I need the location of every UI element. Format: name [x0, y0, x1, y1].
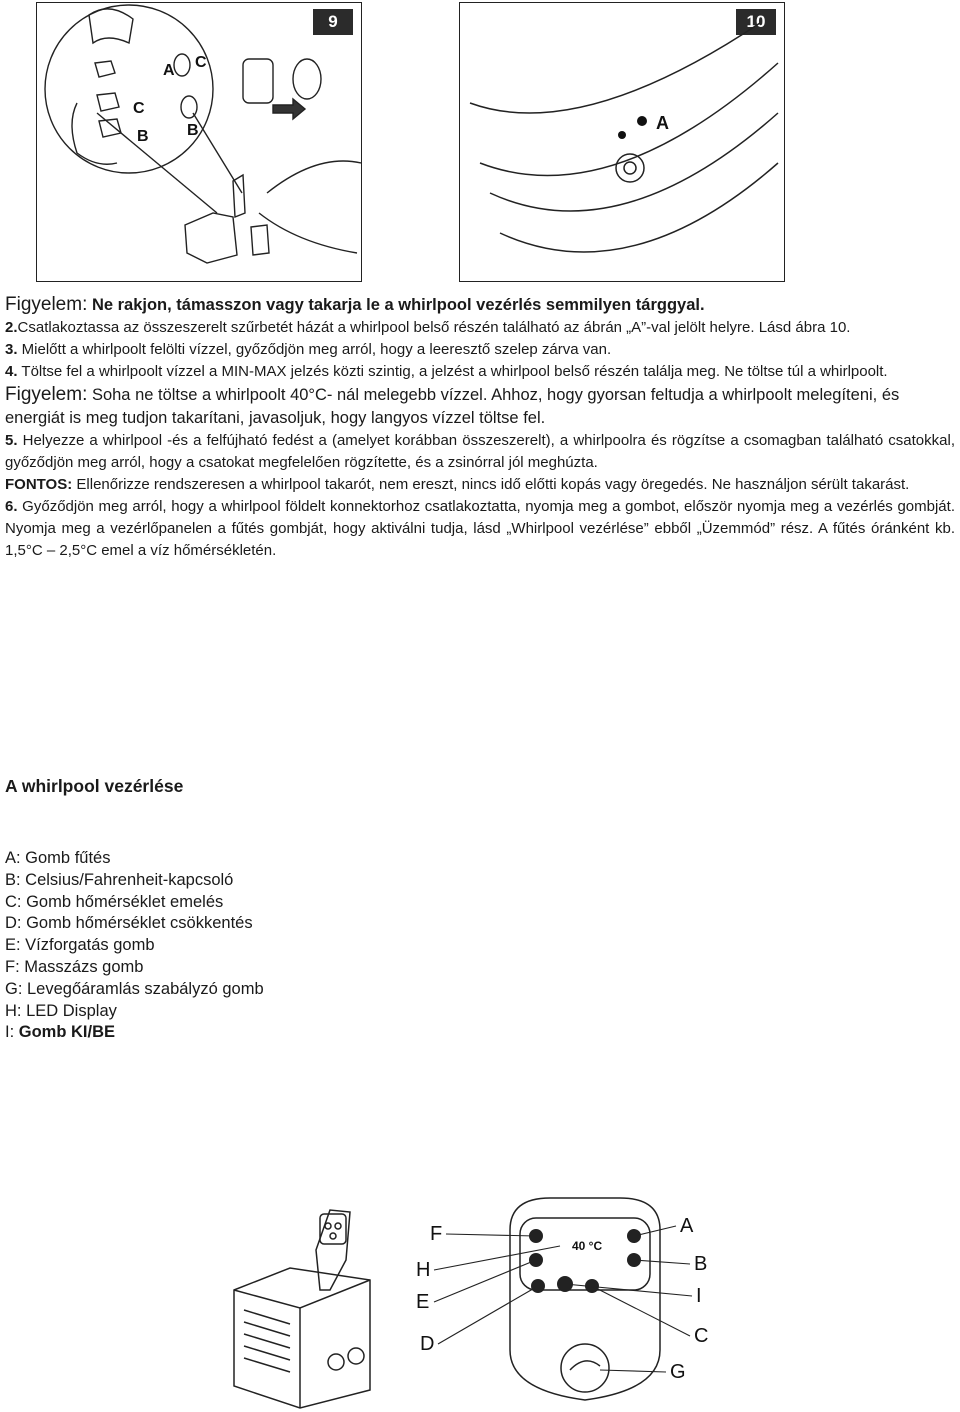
panel-label-i: I: [696, 1285, 702, 1307]
panel-label-g: G: [670, 1361, 686, 1383]
figure-10: [459, 2, 785, 282]
control-section-title: A whirlpool vezérlése: [5, 776, 184, 796]
step-3-text: Mielőtt a whirlpoolt felölti vízzel, győződjön meg arról, hogy a leeresztő szelep zárva van.: [17, 341, 612, 358]
warning-2-text: Soha ne töltse a whirlpoolt 40°C- nál melegebb vízzel. Ahhoz, hogy gyorsan feltudja a whirlpoolt melegíteni, és energiát is meg tudjon takarítani, javasoljuk, hogy langyos vízzel töltse fel.: [5, 386, 900, 427]
filter-connection-illustration: [37, 3, 361, 281]
step-3-number: 3.: [5, 341, 18, 358]
legend-item-d: D: Gomb hőmérséklet csökkentés: [5, 914, 253, 933]
figure-number-10: 10: [736, 9, 776, 35]
fig9-label-b-right: B: [187, 122, 199, 139]
figure-number-9: 9: [313, 9, 353, 35]
step-2-text: Csatlakoztassa az összeszerelt szűrbetét házát a whirlpool belső részén található az ábrán „A”-val jelölt helyre. Lásd ábra 10.: [17, 319, 851, 336]
legend-item-h: H: LED Display: [5, 1001, 117, 1020]
step-5-number: 5.: [5, 432, 18, 449]
panel-label-d: D: [420, 1333, 435, 1355]
warning-label: Figyelem:: [5, 294, 88, 315]
fig10-label-a: A: [656, 113, 669, 133]
panel-label-h: H: [416, 1259, 431, 1281]
step-4-text: Töltse fel a whirlpoolt vízzel a MIN-MAX jelzés közti szintig, a jelzést a whirlpool belső részén találja meg. Ne töltse túl a whirlpoolt.: [17, 363, 888, 380]
fig9-label-a: A: [163, 62, 175, 79]
panel-label-e: E: [416, 1291, 430, 1313]
panel-label-b: B: [694, 1253, 708, 1275]
warning-2-label: Figyelem:: [5, 384, 88, 405]
fig9-label-c: C: [133, 100, 145, 117]
fig9-label-c-top: C: [195, 54, 207, 71]
warning-text: Ne rakjon, támasszon vagy takarja le a whirlpool vezérlés semmilyen tárggyal.: [87, 296, 705, 314]
legend-item-c: C: Gomb hőmérséklet emelés: [5, 892, 224, 911]
step-4-number: 4.: [5, 363, 18, 380]
legend-item-g: G: Levegőáramlás szabályzó gomb: [5, 979, 264, 998]
step-5-text: Helyezze a whirlpool -és a felfújható fedést a (amelyet korábban összeszerelt), a whirlpoolra és rögzítse a csomagban található csatokkal, győződjön meg arról, hogy a csatokat megfelelően rögzítette, és a zsinórral jól meghúzta.: [5, 432, 955, 471]
figure-9: [36, 2, 362, 282]
panel-led-display: 40 °C: [572, 1239, 603, 1253]
legend-item-b: B: Celsius/Fahrenheit-kapcsoló: [5, 870, 234, 889]
important-label: FONTOS:: [5, 476, 73, 493]
step-6-number: 6.: [5, 498, 18, 515]
important-text: Ellenőrizze rendszeresen a whirlpool takarót, nem ereszt, nincs idő előtti kopás vagy öregedés. Ne használjon sérült takarást.: [72, 476, 910, 493]
legend-item-a: A: Gomb fűtés: [5, 849, 111, 867]
step-6-text: Győződjön meg arról, hogy a whirlpool földelt konnektorhoz csatlakoztatta, nyomja meg a gombot, először nyomja meg a vezérlés gombját. Nyomja meg a vezérlőpanelen a fűtés gombját, hogy aktiválni tudja, lásd „Whirlpool vezérlése” ebből „Üzemmód” rész. A fűtés óránként kb. 1,5°C – 2,5°C emel a víz hőmérsékletén.: [5, 498, 955, 559]
fig9-label-b: B: [137, 128, 149, 145]
step-2-number: 2.: [5, 319, 18, 336]
panel-label-f: F: [430, 1223, 443, 1245]
instructions: [5, 294, 955, 562]
panel-label-a: A: [680, 1215, 694, 1237]
panel-label-c: C: [694, 1325, 709, 1347]
pool-inner-wall-illustration: [460, 3, 784, 281]
legend-item-i: I: Gomb KI/BE: [5, 1023, 116, 1042]
control-legend: [5, 848, 264, 1044]
legend-item-f: F: Masszázs gomb: [5, 957, 144, 976]
control-panel-illustration: [220, 1190, 740, 1412]
legend-item-e: E: Vízforgatás gomb: [5, 936, 155, 955]
